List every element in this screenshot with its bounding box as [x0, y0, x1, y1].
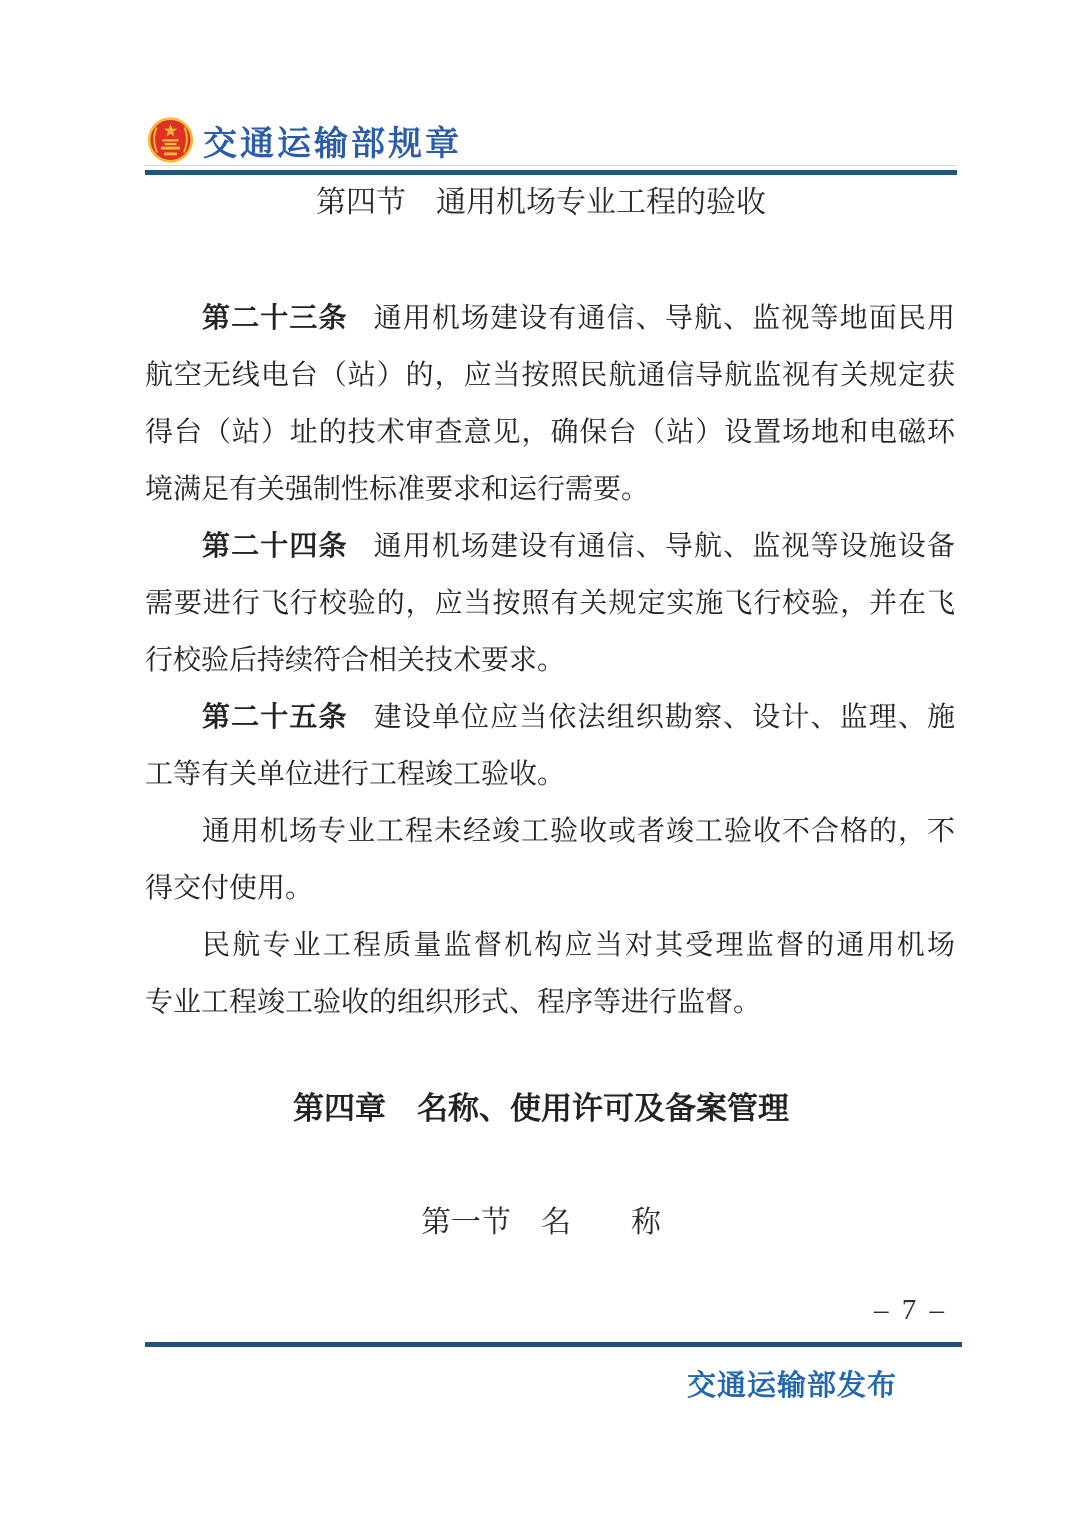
body-line: 航空无线电台（站）的，应当按照民航通信导航监视有关规定获 — [145, 360, 955, 391]
document-body — [145, 290, 955, 1031]
body-line: 得台（站）址的技术审查意见，确保台（站）设置场地和电磁环 — [145, 417, 955, 448]
body-line: 通用机场专业工程未经竣工验收或者竣工验收不合格的，不 — [202, 816, 955, 847]
section-heading-bottom: 第一节 名 称 — [421, 1206, 661, 1239]
body-line: 得交付使用。 — [145, 873, 314, 904]
national-emblem-icon — [147, 115, 194, 165]
body-line — [145, 518, 955, 575]
body-line-text: 通用机场建设有通信、导航、监视等设施设备 — [373, 531, 955, 562]
document-type-title: 交通运输部规章 — [203, 125, 462, 163]
header-divider-thin — [145, 165, 957, 166]
publisher-label: 交通运输部发布 — [686, 1370, 897, 1402]
footer-divider — [145, 1342, 962, 1347]
article-number: 第二十五条 — [202, 702, 348, 733]
article-number: 第二十四条 — [202, 531, 348, 562]
article-number: 第二十三条 — [202, 303, 348, 334]
body-line — [145, 290, 955, 347]
body-line-text: 建设单位应当依法组织勘察、设计、监理、施 — [373, 702, 955, 733]
body-line: 需要进行飞行校验的，应当按照有关规定实施飞行校验，并在飞 — [145, 588, 955, 619]
chapter-heading: 第四章 名称、使用许可及备案管理 — [293, 1091, 789, 1126]
header-divider — [145, 170, 957, 175]
body-line: 专业工程竣工验收的组织形式、程序等进行监督。 — [145, 987, 762, 1018]
body-line: 境满足有关强制性标准要求和运行需要。 — [145, 474, 650, 505]
section-heading-top: 第四节 通用机场专业工程的验收 — [316, 186, 766, 219]
body-line: 行校验后持续符合相关技术要求。 — [145, 645, 566, 676]
page-number: – 7 – — [874, 1294, 947, 1326]
body-line: 工等有关单位进行工程竣工验收。 — [145, 759, 566, 790]
body-line-text: 通用机场建设有通信、导航、监视等地面民用 — [373, 303, 955, 334]
body-line — [145, 689, 955, 746]
body-line: 民航专业工程质量监督机构应当对其受理监督的通用机场 — [202, 930, 955, 961]
